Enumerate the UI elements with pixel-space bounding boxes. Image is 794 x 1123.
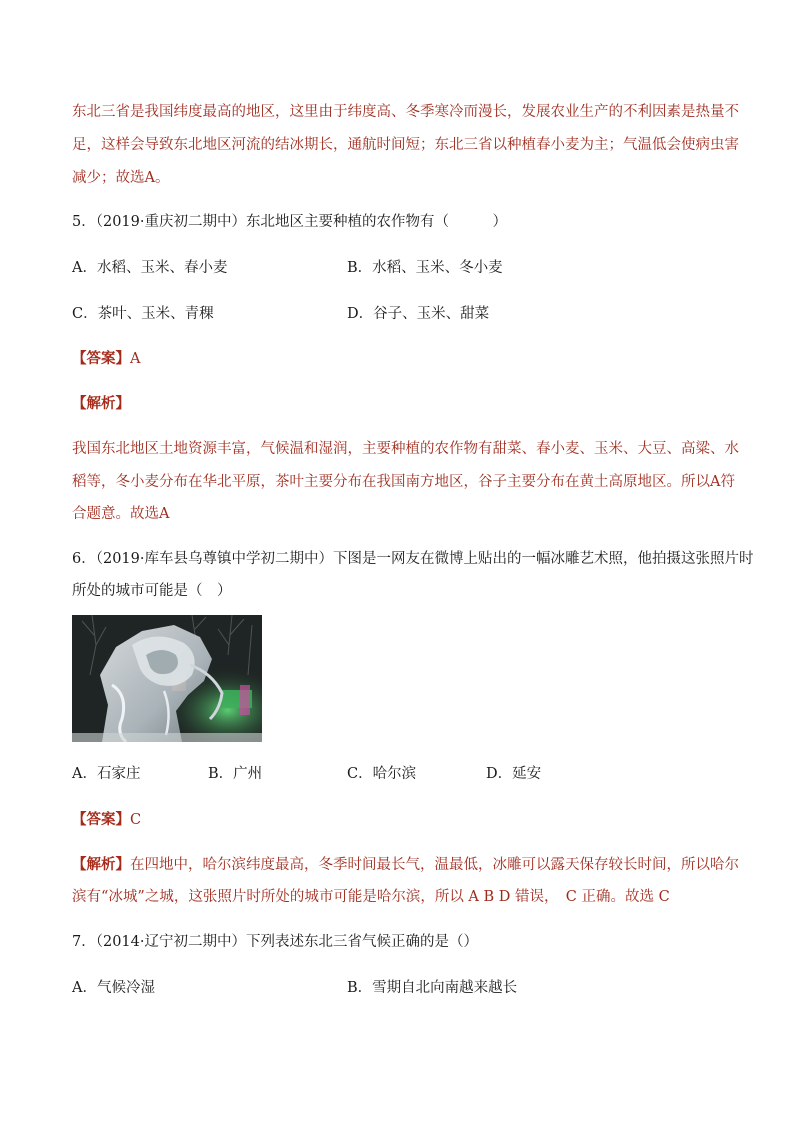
q6-option-c: C．哈尔滨: [347, 766, 417, 782]
q6-analysis-line-1: [72, 853, 739, 874]
q5-analysis-line-2: 稻等，冬小麦分布在华北平原，茶叶主要分布在我国南方地区，谷子主要分布在黄土高原地区。所以A符: [72, 474, 735, 490]
q5-option-a: A．水稻、玉米、春小麦: [72, 260, 228, 276]
intro-line-2: 足，这样会导致东北地区河流的结冰期长，通航时间短；东北三省以种植春小麦为主；气温低会使病虫害: [72, 137, 739, 153]
q5-answer-label: 【答案】: [72, 350, 130, 367]
q5-option-c: C．茶叶、玉米、青稞: [72, 306, 214, 322]
q5-option-d: D．谷子、玉米、甜菜: [347, 306, 490, 322]
q7-stem: 7．（2014·辽宁初二期中）下列表述东北三省气候正确的是（）: [72, 934, 478, 950]
q6-answer: [72, 808, 141, 829]
q6-stem-line-1: 6．（2019·库车县乌尊镇中学初二期中）下图是一网友在微博上贴出的一幅冰雕艺术照，他拍摄这张照片时: [72, 551, 754, 567]
q6-analysis-label: 【解析】: [72, 856, 130, 873]
intro-line-1: 东北三省是我国纬度最高的地区，这里由于纬度高、冬季寒冷而漫长，发展农业生产的不利因素是热量不: [72, 104, 739, 120]
q6-answer-value: C: [130, 812, 142, 828]
intro-line-3: 减少；故选A。: [72, 170, 170, 186]
ice-sculpture-photo: [72, 615, 262, 742]
q6-analysis-text-1: 在四地中，哈尔滨纬度最高，冬季时间最长气，温最低，冰雕可以露天保存较长时间，所以哈尔: [130, 857, 739, 873]
q6-option-a: A．石家庄: [72, 766, 141, 782]
q7-option-a: A．气候冷湿: [72, 980, 155, 996]
q5-analysis-heading: [72, 392, 130, 413]
q5-answer-value: A: [130, 351, 141, 367]
q5-answer: [72, 347, 140, 368]
q5-option-b: B．水稻、玉米、冬小麦: [347, 260, 503, 276]
q7-option-b: B．雪期自北向南越来越长: [347, 980, 518, 996]
q6-stem-line-2: 所处的城市可能是（ ）: [72, 583, 232, 599]
q6-answer-label: 【答案】: [72, 811, 130, 828]
q5-stem: 5．（2019·重庆初二期中）东北地区主要种植的农作物有（ ）: [72, 214, 507, 230]
q5-analysis-line-3: 合题意。故选A: [72, 506, 170, 522]
q6-analysis-line-2: 滨有“冰城”之城，这张照片时所处的城市可能是哈尔滨，所以 A B D 错误， C 正确。故选 C: [72, 889, 670, 905]
q5-analysis-line-1: 我国东北地区土地资源丰富，气候温和湿润，主要种植的农作物有甜菜、春小麦、玉米、大豆、高粱、水: [72, 441, 739, 457]
q6-option-d: D．延安: [486, 766, 542, 782]
q5-analysis-label: 【解析】: [72, 395, 130, 412]
q6-option-b: B．广州: [208, 766, 263, 782]
